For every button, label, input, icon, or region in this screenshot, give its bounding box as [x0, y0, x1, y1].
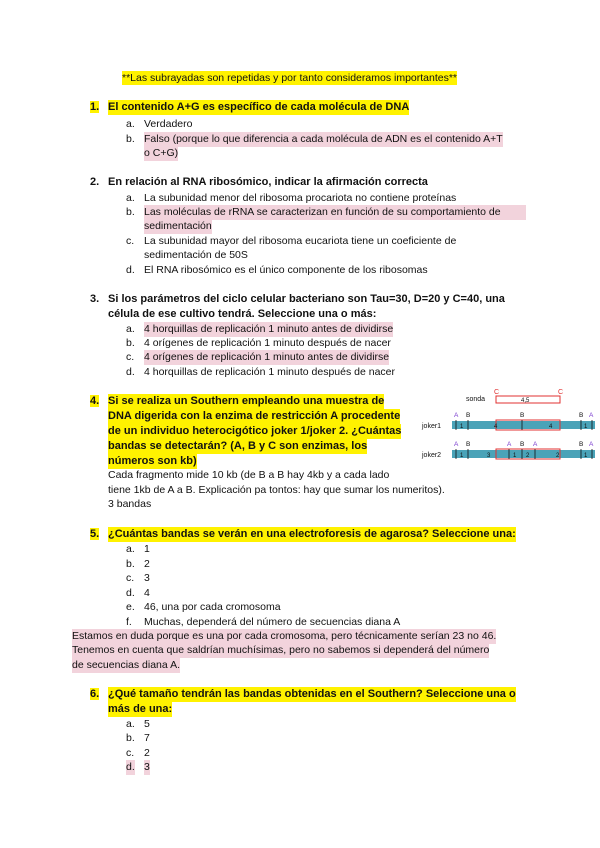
option-text: 4 orígenes de replicación 1 minuto después de nacer [144, 337, 391, 349]
option-text: La subunidad menor del ribosoma procariota no contiene proteínas [144, 192, 457, 204]
question-text: Si se realiza un Southern empleando una muestra de [108, 395, 385, 407]
question-number: 3. [90, 293, 100, 305]
site-label-b: B [520, 441, 525, 448]
option-letter: a. [126, 118, 135, 130]
option-letter: b. [126, 732, 135, 744]
option-text: Las moléculas de rRNA se caracterizan en función de su comportamiento de [144, 205, 526, 220]
joker1-bar [452, 421, 595, 429]
option-text: 4 orígenes de replicación 1 minuto antes de dividirse [144, 351, 390, 363]
segment-label: 1 [513, 453, 517, 459]
option-letter: a. [126, 192, 135, 204]
question-number: 5. [90, 528, 100, 540]
question-text: ¿Cuántas bandas se verán en una electroforesis de agarosa? Seleccione una: [108, 528, 516, 540]
joker2-bar [452, 450, 595, 458]
segment-label: 3 [487, 453, 491, 459]
question-text: bandas se detectarán? (A, B y C son enzimas, los [108, 440, 368, 452]
comment-text: Tenemos en cuenta que saldrían muchísimas, pero no sabemos si dependerá del número [72, 644, 490, 656]
option-letter: a. [126, 323, 135, 335]
option-letter: b. [126, 558, 135, 570]
joker2-label: joker2 [422, 452, 442, 459]
answer-text: 3 bandas [108, 498, 152, 510]
option-letter: d. [126, 366, 135, 378]
option-letter: c. [126, 235, 135, 247]
option-text: 4 horquillas de replicación 1 minuto antes de dividirse [144, 323, 394, 335]
option-letter: b. [126, 206, 135, 218]
segment-label: 2 [526, 453, 530, 459]
option-letter: b. [126, 133, 135, 145]
c-site-label: C [558, 389, 564, 396]
option-text: 4 [144, 587, 150, 599]
comment-text: de secuencias diana A. [72, 659, 180, 671]
question-number: 4. [90, 395, 100, 407]
site-label-a: A [454, 441, 459, 448]
question-number: 1. [90, 101, 100, 113]
option-text: 2 [144, 747, 150, 759]
option-letter: e. [126, 601, 135, 613]
option-letter: f. [126, 616, 132, 628]
site-label-b: B [466, 441, 471, 448]
probe-size: 4,5 [521, 398, 530, 404]
option-text: Falso (porque lo que diferencia a cada molécula de ADN es el contenido A+T [144, 133, 503, 145]
site-label-b: B [579, 441, 584, 448]
option-letter: d. [126, 761, 135, 773]
segment-label: 2 [556, 453, 560, 459]
option-text: 3 [144, 572, 150, 584]
site-label-a: A [589, 441, 594, 448]
option-letter: d. [126, 264, 135, 276]
segment-label: 1 [584, 453, 588, 459]
site-label-b: B [520, 412, 525, 419]
question-text: números son kb) [108, 455, 197, 467]
question-text: El contenido A+G es específico de cada molécula de DNA [108, 101, 410, 113]
option-text: 3 [144, 761, 150, 773]
segment-label: 4 [549, 424, 553, 430]
site-label-a: A [507, 441, 512, 448]
question-text: En relación al RNA ribosómico, indicar la afirmación correcta [108, 176, 428, 188]
segment-label: 1 [460, 424, 464, 430]
option-text: Verdadero [144, 118, 193, 130]
segment-label: 4 [494, 424, 498, 430]
option-text-cont: o C+G) [144, 147, 179, 159]
option-text: 1 [144, 543, 150, 555]
segment-label: 1 [460, 453, 464, 459]
option-text: 4 horquillas de replicación 1 minuto después de nacer [144, 366, 395, 378]
option-text: La subunidad mayor del ribosoma eucariota tiene un coeficiente de [144, 235, 457, 247]
option-letter: c. [126, 351, 135, 363]
option-letter: a. [126, 718, 135, 730]
joker1-label: joker1 [422, 423, 442, 430]
question-number: 2. [90, 176, 100, 188]
c-site-label: C [494, 389, 500, 396]
option-letter: c. [126, 747, 135, 759]
option-letter: d. [126, 587, 135, 599]
option-text: 7 [144, 732, 150, 744]
important-note: **Las subrayadas son repetidas y por tanto consideramos importantes** [122, 72, 458, 84]
option-letter: a. [126, 543, 135, 555]
option-text: Muchas, dependerá del número de secuencias diana A [144, 616, 401, 628]
site-label-a: A [533, 441, 538, 448]
site-label-a: A [589, 412, 594, 419]
question-text: ¿Qué tamaño tendrán las bandas obtenidas en el Southern? Seleccione una o [108, 688, 516, 700]
question-text: DNA digerida con la enzima de restricción A procedente [108, 410, 401, 422]
option-letter: b. [126, 337, 135, 349]
southern-diagram [418, 385, 600, 465]
sonda-label: sonda [466, 396, 486, 403]
site-label-b: B [579, 412, 584, 419]
option-text: 46, una por cada cromosoma [144, 601, 281, 613]
option-text-cont: sedimentación [144, 220, 212, 232]
option-text: 2 [144, 558, 150, 570]
answer-text: Cada fragmento mide 10 kb (de B a B hay 4kb y a cada lado [108, 469, 390, 481]
segment-label: 1 [584, 424, 588, 430]
question-number: 6. [90, 688, 100, 700]
option-text: 5 [144, 718, 150, 730]
comment-text: Estamos en duda porque es una por cada cromosoma, pero técnicamente serían 23 no 46. [72, 630, 497, 642]
question-text: de un individuo heterocigótico joker 1/joker 2. ¿Cuántas [108, 425, 402, 437]
answer-text: tiene 1kb de A a B. Explicación pa tontos: hay que sumar los numeritos). [108, 484, 445, 496]
option-text-cont: sedimentación de 50S [144, 249, 248, 261]
question-text-cont: célula de ese cultivo tendrá. Seleccione una o más: [108, 308, 377, 320]
site-label-a: A [454, 412, 459, 419]
option-letter: c. [126, 572, 135, 584]
question-text: Si los parámetros del ciclo celular bacteriano son Tau=30, D=20 y C=40, una [108, 293, 505, 305]
option-text: El RNA ribosómico es el único componente de los ribosomas [144, 264, 428, 276]
site-label-b: B [466, 412, 471, 419]
question-text-cont: más de una: [108, 703, 173, 715]
